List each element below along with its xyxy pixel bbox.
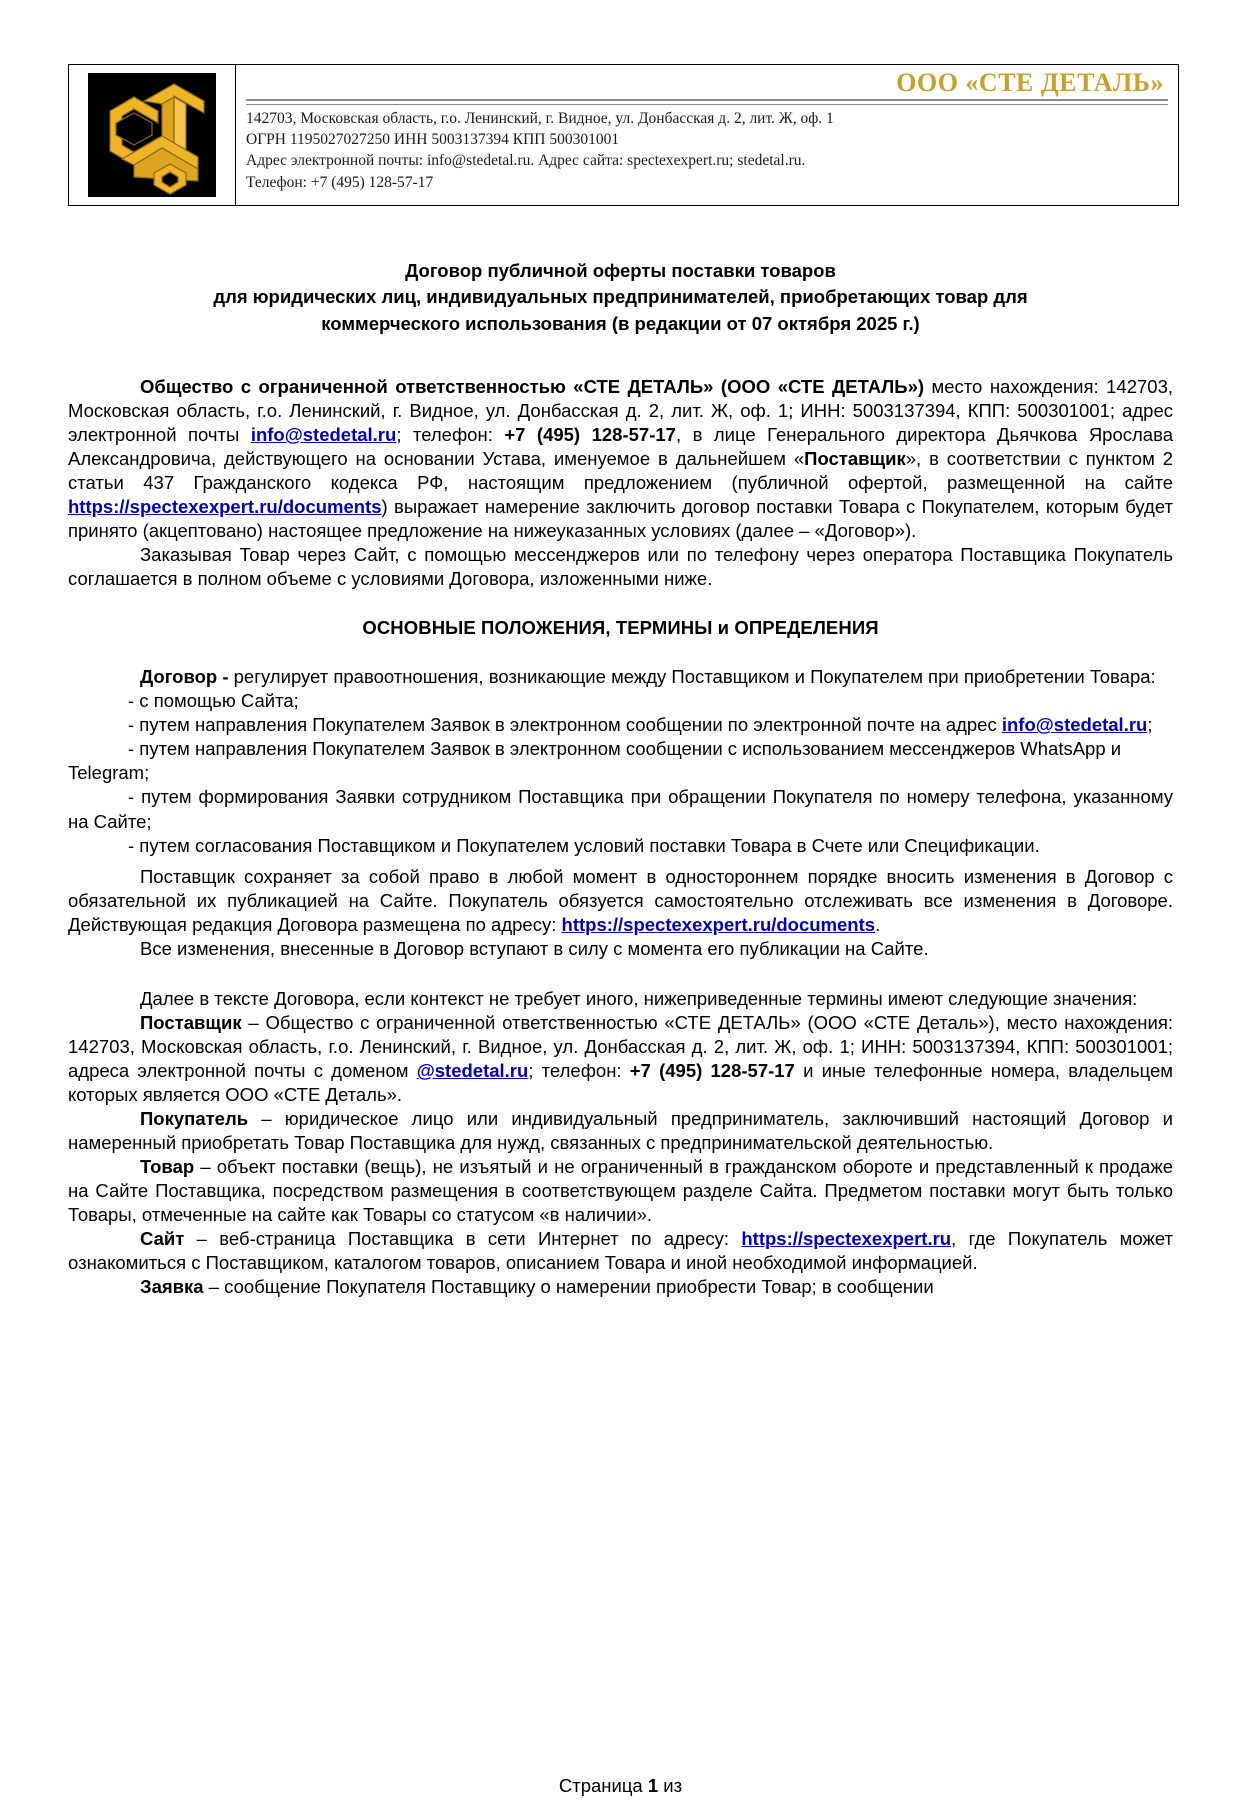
document-page [0,64,1241,1819]
preamble-text-4: », в соответствии с пунктом 2 статьи 437 Гражданского кодекса РФ, настоящим предложением (публичной офертой, размещенной на сайте [68,447,1173,493]
letterhead-divider [246,99,1168,105]
spacer [68,337,1173,375]
definition-sait [68,1227,1173,1275]
letterhead-text-cell [236,65,1178,205]
definition-postavshchik-text-a: – Общество с ограниченной ответственностью «СТЕ ДЕТАЛЬ» (ООО «СТЕ Деталь»), место нахождения: 142703, Московская область, г.о. Ленинский, г. Видное, ул. Донбасская д. 2, лит. Ж, оф. 1; ИНН: 5003137394, КПП: 500301001; адреса электронной почты с доменом [68,1011,1173,1081]
changes-documents-link[interactable]: https://spectexexpert.ru/documents [561,913,876,935]
document-title [68,258,1173,337]
dogovor-bullet-4: - путем формирования Заявки сотрудником Поставщика при обращении Покупателя по номеру телефона, указанному на Сайте; [68,786,1173,832]
preamble-paragraph [68,375,1173,543]
preamble-documents-link[interactable]: https://spectexexpert.ru/documents [68,496,382,518]
definition-postavshchik-term: Поставщик [140,1011,242,1033]
preamble-text-1: место нахождения: 142703, Московская область, г.о. Ленинский, г. Видное, ул. Донбасская д. 2, лит. Ж, оф. 1; ИНН: 5003137394, КПП: 500301001; адрес электронной почты [68,375,1173,445]
footer-suffix: из [658,1775,683,1796]
definition-tovar [68,1155,1173,1227]
company-logo-icon [88,73,216,197]
definition-postavshchik-text-b: ; телефон: [528,1059,630,1081]
definition-postavshchik [68,1011,1173,1107]
preamble-text-3: , в лице Генерального директора Дьячкова Ярослава Александровича, действующего на основании Устава, именуемое в дальнейшем « [68,423,1174,469]
changes-paragraph-1 [68,865,1173,937]
definition-zayavka-term: Заявка [140,1276,204,1298]
definition-sait-link[interactable]: https://spectexexpert.ru [741,1228,952,1250]
definition-zayavka [68,1275,1173,1299]
document-title-line-3: коммерческого использования (в редакции от 07 октября 2025 г.) [321,312,920,334]
preamble-email-link[interactable]: info@stedetal.ru [250,423,397,445]
section-heading-main: ОСНОВНЫЕ ПОЛОЖЕНИЯ, ТЕРМИНЫ и ОПРЕДЕЛЕНИЯ [362,617,879,639]
company-address: 142703, Московская область, г.о. Ленинский, г. Видное, ул. Донбасская д. 2, лит. Ж, оф. 1 [246,110,834,128]
footer-page-number: 1 [647,1775,659,1796]
definition-sait-text-a: – веб-страница Поставщика в сети Интернет по адресу: [184,1228,742,1250]
definition-zayavka-text: – сообщение Покупателя Поставщику о намерении приобрести Товар; в сообщении [203,1276,934,1298]
definition-dogovor-text: регулирует правоотношения, возникающие между Поставщиком и Покупателем при приобретении Товара: [233,666,1156,688]
company-registration: ОГРН 1195027027250 ИНН 5003137394 КПП 500301001 [246,131,620,149]
document-body [68,258,1173,1299]
definition-sait-text-b: , где Покупатель может ознакомиться с Поставщиком, каталогом товаров, описанием Товара и иной необходимой информацией. [68,1228,1174,1274]
spacer [68,591,1173,617]
company-phone: Телефон: +7 (495) 128-57-17 [246,173,434,191]
spacer [68,961,1173,987]
dogovor-bullet-3: - путем направления Покупателем Заявок в электронном сообщении с использованием мессенджеров WhatsApp и Telegram; [68,738,1122,784]
definition-dogovor-term: Договор - [140,666,234,688]
spacer [68,858,1173,865]
definition-pokupatel [68,1107,1173,1155]
preamble-paragraph-2: Заказывая Товар через Сайт, с помощью мессенджеров или по телефону через оператора Поставщика Покупатель соглашается в полном объеме с условиями Договора, изложенными ниже. [68,544,1173,590]
spacer [68,639,1173,665]
page-footer [0,1775,1241,1797]
definition-pokupatel-term: Покупатель [140,1108,249,1130]
definition-dogovor [68,665,1173,689]
document-title-line-2: для юридических лиц, индивидуальных предпринимателей, приобретающих товар для [213,286,1028,308]
definition-tovar-text: – объект поставки (вещь), не изъятый и не ограниченный в гражданском обороте и представленный к продаже на Сайте Поставщика, посредством размещения в соответствующем разделе Сайта. Предметом поставки могут быть только Товары, отмеченные на сайте как Товары со статусом «в наличии». [68,1156,1173,1226]
changes-text-a: Поставщик сохраняет за собой право в любой момент в одностороннем порядке вносить изменения в Договор с обязательной их публикацией на Сайте. Покупатель обязуется самостоятельно отслеживать все изменения в Договоре. Действующая редакция Договора размещена по адресу: [68,865,1173,935]
changes-paragraph-2: Все изменения, внесенные в Договор вступают в силу с момента его публикации на Сайте. [140,937,929,959]
changes-text-b: . [875,913,881,935]
footer-prefix: Страница [558,1775,648,1796]
preamble-company-bold: Общество с ограниченной ответственностью «СТЕ ДЕТАЛЬ» (ООО «СТЕ ДЕТАЛЬ») [140,375,925,397]
dogovor-bullet-1: - с помощью Сайта; [128,690,299,712]
dogovor-bullet-2-text-a: - путем направления Покупателем Заявок в электронном сообщении по электронной почте на адрес [128,714,1002,736]
preamble-phone-bold: +7 (495) 128-57-17 [504,423,676,445]
dogovor-bullet-2-text-b: ; [1147,714,1153,736]
preamble-text-5: ) выражает намерение заключить договор поставки Товара с Покупателем, которым будет принято (акцептовано) настоящее предложение на нижеуказанных условиях (далее – «Договор»). [68,496,1173,542]
company-name: ООО «СТЕ ДЕТАЛЬ» [896,68,1164,97]
definition-postavshchik-phone: +7 (495) 128-57-17 [629,1059,795,1081]
company-logo [88,73,216,197]
preamble-supplier-bold: Поставщик [804,447,906,469]
terms-intro-paragraph: Далее в тексте Договора, если контекст не требует иного, нижеприведенные термины имеют следующие значения: [140,987,1138,1009]
dogovor-bullet-2-email-link[interactable]: info@stedetal.ru [1001,714,1148,736]
definition-tovar-term: Товар [140,1156,195,1178]
definition-pokupatel-text: – юридическое лицо или индивидуальный предприниматель, заключивший настоящий Договор и намеренный приобретать Товар Поставщика для нужд, связанных с предпринимательской деятельностью. [68,1108,1173,1154]
dogovor-bullet-5: - путем согласования Поставщиком и Покупателем условий поставки Товара в Счете или Спецификации. [128,834,1040,856]
letterhead [68,64,1179,206]
preamble-text-2: ; телефон: [396,423,505,445]
letterhead-logo-cell [69,65,236,205]
definition-postavshchik-text-c: и иные телефонные номера, владельцем которых является ООО «СТЕ Деталь». [68,1059,1173,1105]
company-email-site: Адрес электронной почты: info@stedetal.ru. Адрес сайта: spectexexpert.ru; stedetal.ru. [246,152,806,170]
definition-postavshchik-domain-link[interactable]: @stedetal.ru [416,1059,529,1081]
definition-sait-term: Сайт [140,1228,185,1250]
dogovor-bullet-2 [68,713,1173,737]
document-title-line-1: Договор публичной оферты поставки товаров [405,260,836,281]
